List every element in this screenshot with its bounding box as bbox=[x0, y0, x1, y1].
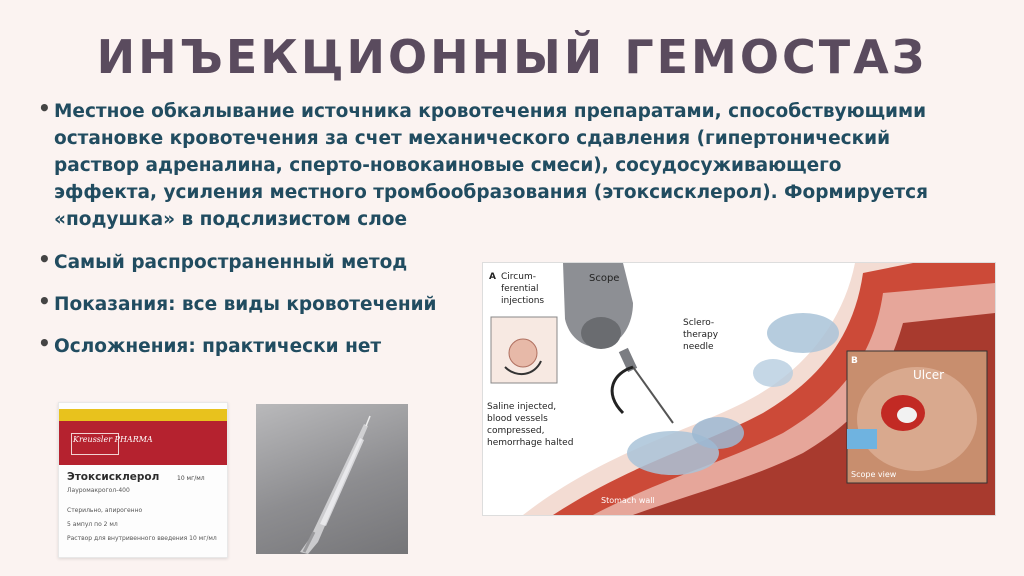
drug-concentration: 10 мг/мл bbox=[177, 475, 205, 482]
label-sclero-1: Sclero- bbox=[683, 318, 715, 328]
injection-illustration bbox=[482, 262, 996, 516]
label-circum-2: ferential bbox=[501, 284, 539, 294]
label-ulcer: Ulcer bbox=[913, 368, 945, 382]
bullet-dot: • bbox=[38, 331, 51, 355]
slide-title: ИНЪЕКЦИОННЫЙ ГЕМОСТАЗ bbox=[96, 30, 928, 84]
injection-diagram bbox=[483, 263, 995, 515]
drug-ampoules: 5 ампул по 2 мл bbox=[67, 521, 118, 528]
bullet-dot: • bbox=[38, 289, 51, 313]
label-sclero-2: therapy bbox=[683, 330, 719, 340]
needle-icon bbox=[256, 404, 408, 554]
label-a: A bbox=[489, 272, 496, 282]
label-saline-1: Saline injected, bbox=[487, 402, 557, 412]
label-saline-2: blood vessels bbox=[487, 414, 548, 424]
drug-substance: Лауромакрогол-400 bbox=[67, 487, 130, 494]
brand-logo-text: Kreussler PHARMA bbox=[73, 435, 153, 444]
label-b: B bbox=[851, 356, 858, 366]
bullet-dot: • bbox=[38, 247, 51, 271]
label-circum-3: injections bbox=[501, 296, 545, 306]
drug-box-image bbox=[58, 402, 228, 558]
label-saline-3: compressed, bbox=[487, 426, 545, 436]
drug-name: Этоксисклерол bbox=[67, 471, 160, 483]
label-stomach-wall: Stomach wall bbox=[601, 496, 655, 505]
bullet-text: Местное обкалывание источника кровотечения препаратами, способствующими остановке кровотечения за счет механического сдавления (гипертонический раствор адреналина, сперто-новокаиновые смеси), сосудосуживающего эффекта, усиления местного тромбообразования (этоксисклерол). Формируется «подушка» в подслизистом слое bbox=[54, 101, 928, 230]
bullet-dot: • bbox=[38, 96, 51, 120]
drug-box-yellow-stripe bbox=[59, 409, 227, 421]
bullet-text: Осложнения: практически нет bbox=[54, 336, 382, 357]
label-sclero-3: needle bbox=[683, 342, 714, 352]
drug-usage: Раствор для внутривенного введения 10 мг/мл bbox=[67, 535, 217, 542]
bullet-item bbox=[36, 98, 934, 233]
bullet-text: Показания: все виды кровотечений bbox=[54, 294, 437, 315]
drug-sterile: Стерильно, апирогенно bbox=[67, 507, 143, 514]
injection-needle-photo bbox=[256, 404, 408, 554]
label-saline-4: hemorrhage halted bbox=[487, 438, 574, 448]
label-scope-view: Scope view bbox=[851, 470, 897, 479]
label-scope: Scope bbox=[589, 273, 620, 284]
label-circum-1: Circum- bbox=[501, 272, 536, 282]
bullet-text: Самый распространенный метод bbox=[54, 252, 408, 273]
